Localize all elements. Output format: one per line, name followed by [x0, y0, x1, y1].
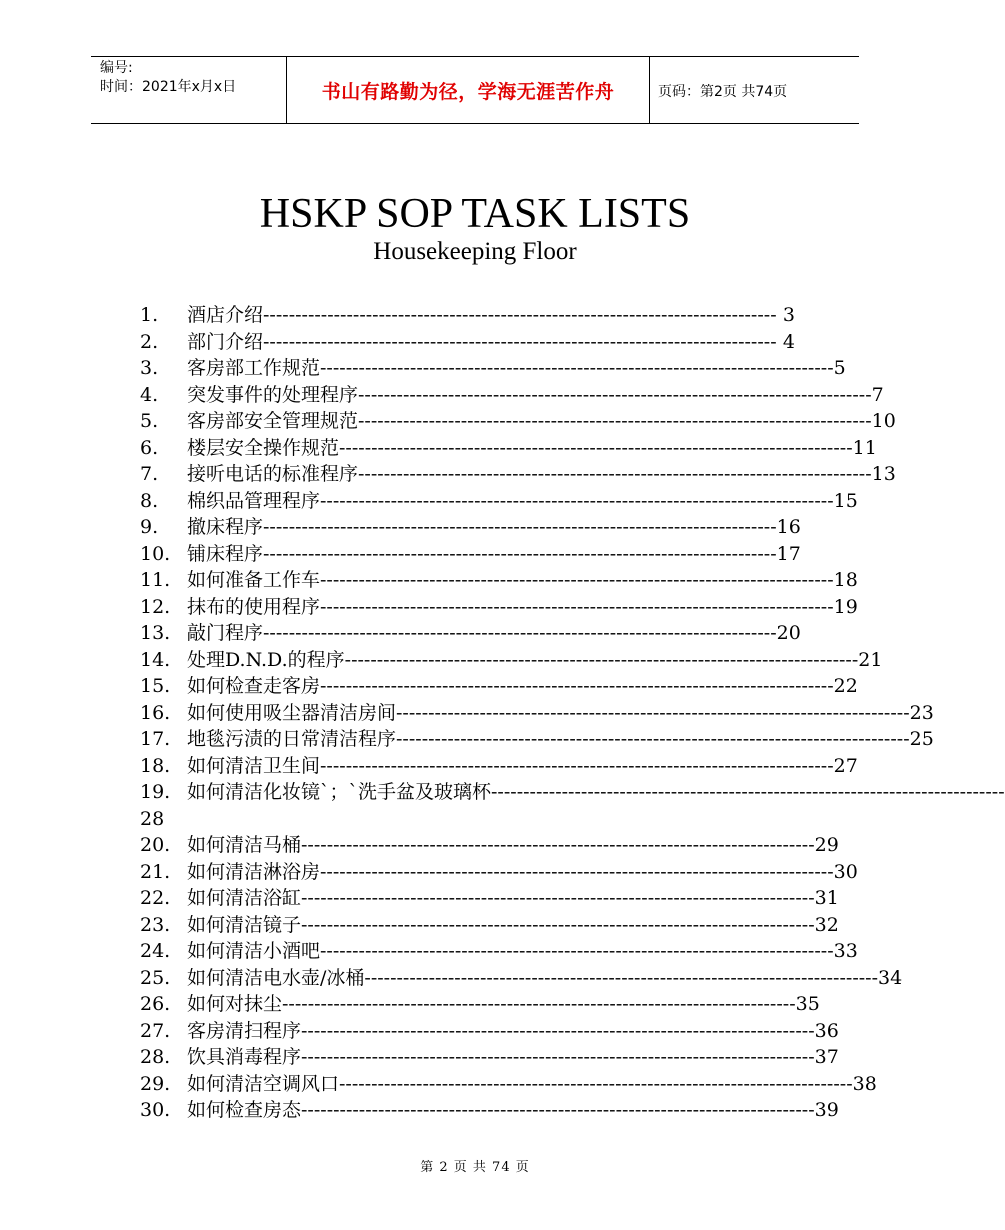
toc-item-title: 客房部安全管理规范	[187, 410, 359, 432]
toc-leader: --------------------------------------------------------------------------------	[339, 1072, 853, 1095]
page-footer: 第 2 页 共 74 页	[420, 1160, 530, 1175]
toc-item[interactable]	[140, 302, 795, 329]
toc-leader: --------------------------------------------------------------------------------	[263, 542, 777, 565]
toc-item-entry	[187, 567, 858, 594]
toc-item-entry	[187, 382, 884, 409]
toc-leader: --------------------------------------------------------------------------------	[320, 940, 834, 962]
toc-item-title: 客房清扫程序	[187, 1019, 302, 1042]
toc-item-page: 3	[782, 304, 795, 326]
toc-leader: --------------------------------------------------------------------------------	[358, 383, 872, 406]
toc-item-page: 28	[140, 807, 165, 830]
toc-item-title: 抹布的使用程序	[187, 595, 321, 618]
toc-item[interactable]	[140, 779, 1005, 806]
toc-item-title: 接听电话的标准程序	[187, 463, 359, 485]
toc-item-page: 16	[776, 516, 801, 538]
toc-item-number: 16.	[140, 701, 171, 724]
toc-item-number: 7.	[140, 463, 159, 485]
toc-item[interactable]	[140, 329, 795, 356]
toc-item[interactable]	[140, 435, 877, 462]
toc-item[interactable]	[140, 991, 820, 1018]
toc-item-page: 34	[878, 966, 903, 989]
toc-leader: --------------------------------------------------------------------------------	[396, 701, 910, 724]
toc-item-entry	[187, 488, 858, 515]
toc-leader: --------------------------------------------------------------------------------	[320, 860, 834, 883]
toc-item-number: 18.	[140, 754, 171, 777]
toc-item-entry	[187, 965, 903, 992]
toc-item-number: 3.	[140, 357, 159, 379]
toc-leader: --------------------------------------------------------------------------------	[320, 595, 834, 618]
toc-item-entry	[187, 1071, 877, 1098]
toc-item-title: 如何清洁淋浴房	[187, 860, 321, 883]
toc-item-entry	[187, 859, 858, 886]
toc-item-page: 5	[833, 357, 846, 379]
toc-item-title: 如何清洁马桶	[187, 834, 302, 856]
toc-item-entry	[187, 1044, 839, 1071]
toc-item-title: 如何检查走客房	[187, 675, 321, 697]
toc-item-entry	[187, 461, 896, 488]
toc-leader: --------------------------------------------------------------------------------	[358, 410, 872, 432]
toc-leader: --------------------------------------------------------------------------------	[263, 622, 777, 644]
toc-leader: --------------------------------------------------------------------------------	[301, 913, 815, 936]
toc-item[interactable]	[140, 726, 934, 753]
toc-item-page: 33	[833, 940, 858, 962]
toc-item-number: 8.	[140, 489, 159, 512]
toc-item[interactable]	[140, 673, 858, 700]
toc-item-title: 酒店介绍	[187, 304, 264, 326]
toc-item-entry	[187, 938, 858, 965]
document-title: HSKP SOP TASK LISTS	[259, 191, 691, 237]
toc-item[interactable]	[140, 1018, 839, 1045]
toc-item-number: 28.	[140, 1046, 171, 1068]
toc-item[interactable]	[140, 938, 858, 965]
toc-item-entry	[187, 912, 839, 939]
toc-item[interactable]	[140, 1071, 877, 1098]
toc-item-entry	[187, 302, 795, 329]
toc-item-page: 19	[833, 595, 858, 618]
toc-item-number: 1.	[140, 304, 159, 326]
toc-item-title: 如何清洁空调风口	[187, 1072, 340, 1095]
toc-item[interactable]	[140, 859, 858, 886]
toc-item-page: 21	[858, 648, 883, 671]
toc-item-title: 部门介绍	[187, 330, 264, 353]
toc-item[interactable]	[140, 355, 846, 382]
toc-item-entry	[187, 832, 839, 859]
toc-item-page: 15	[833, 489, 858, 512]
toc-item-title: 如何清洁卫生间	[187, 754, 321, 777]
toc-item[interactable]	[140, 700, 934, 727]
toc-item-number: 27.	[140, 1019, 171, 1042]
toc-leader: --------------------------------------------------------------------------------	[320, 675, 834, 697]
toc-item-number: 4.	[140, 383, 159, 406]
toc-item-title: 撤床程序	[187, 516, 264, 538]
toc-item-title: 地毯污渍的日常清洁程序	[187, 728, 397, 750]
table-of-contents	[140, 302, 1005, 1124]
toc-item-number: 23.	[140, 913, 171, 936]
toc-item-number: 20.	[140, 834, 171, 856]
toc-leader: --------------------------------------------------------------------------------	[263, 330, 777, 353]
toc-item-entry	[187, 1018, 839, 1045]
toc-leader: --------------------------------------------------------------------------------	[491, 781, 1005, 803]
toc-item-page: 23	[909, 701, 934, 724]
toc-item-page: 17	[776, 542, 801, 565]
toc-item-number: 21.	[140, 860, 171, 883]
toc-item-entry	[187, 408, 896, 435]
toc-item-number: 15.	[140, 675, 171, 697]
header-divider	[649, 57, 650, 123]
toc-item[interactable]	[140, 382, 884, 409]
toc-item-entry	[187, 329, 795, 356]
toc-item-title: 如何对抹尘	[187, 993, 283, 1015]
toc-item-entry	[187, 620, 801, 647]
toc-item-number: 13.	[140, 622, 171, 644]
toc-item-entry	[187, 541, 801, 568]
toc-item-number: 14.	[140, 648, 171, 671]
toc-item[interactable]	[140, 461, 896, 488]
toc-item-number: 2.	[140, 330, 159, 353]
toc-item-number: 5.	[140, 410, 159, 432]
toc-item-number: 29.	[140, 1072, 171, 1095]
toc-item-title: 如何清洁化妆镜`；`洗手盆及玻璃杯	[187, 781, 492, 803]
toc-leader: --------------------------------------------------------------------------------	[301, 887, 815, 909]
toc-item-page-wrapped	[140, 806, 795, 833]
toc-item[interactable]	[140, 488, 858, 515]
toc-leader: --------------------------------------------------------------------------------	[301, 1099, 815, 1121]
toc-item-entry	[187, 991, 820, 1018]
toc-item-page: 18	[833, 569, 858, 591]
toc-item[interactable]	[140, 647, 883, 674]
toc-leader: --------------------------------------------------------------------------------	[320, 754, 834, 777]
toc-leader: --------------------------------------------------------------------------------	[320, 489, 834, 512]
toc-item-page: 4	[782, 330, 795, 353]
toc-leader: --------------------------------------------------------------------------------	[344, 648, 859, 671]
header-meta	[100, 59, 236, 97]
number-label: 编号:	[100, 60, 133, 76]
toc-item-page: 31	[814, 887, 839, 909]
toc-item[interactable]	[140, 541, 801, 568]
toc-item-entry	[187, 647, 883, 674]
header-motto: 书山有路勤为径，学海无涯苦作舟	[321, 81, 615, 103]
toc-item-page: 11	[852, 436, 877, 459]
toc-item-number: 11.	[140, 569, 171, 591]
toc-item-title: 客房部工作规范	[187, 357, 321, 379]
toc-item-entry	[187, 355, 846, 382]
toc-item-title: 铺床程序	[187, 542, 264, 565]
toc-item-page: 7	[871, 383, 884, 406]
toc-item-title: 棉织品管理程序	[187, 489, 321, 512]
toc-item-number: 30.	[140, 1099, 171, 1121]
toc-item-number: 26.	[140, 993, 171, 1015]
toc-item-number: 25.	[140, 966, 171, 989]
toc-item-entry	[187, 779, 1005, 806]
toc-item-entry	[187, 673, 858, 700]
toc-leader: --------------------------------------------------------------------------------	[364, 966, 878, 989]
toc-item-page: 39	[814, 1099, 839, 1121]
toc-item-number: 19.	[140, 781, 171, 803]
toc-item-title: 如何清洁浴缸	[187, 887, 302, 909]
toc-item-page: 25	[909, 728, 934, 750]
toc-item-number: 17.	[140, 728, 171, 750]
toc-item-entry	[187, 726, 934, 753]
toc-leader: --------------------------------------------------------------------------------	[301, 1046, 815, 1068]
toc-item-title: 饮具消毒程序	[187, 1046, 302, 1068]
toc-item-number: 24.	[140, 940, 171, 962]
toc-item[interactable]	[140, 753, 858, 780]
toc-item-page: 37	[814, 1046, 839, 1068]
toc-item-title: 如何使用吸尘器清洁房间	[187, 701, 397, 724]
toc-leader: --------------------------------------------------------------------------------	[263, 304, 777, 326]
toc-item-entry	[187, 435, 877, 462]
toc-item[interactable]	[140, 567, 858, 594]
toc-item-page: 27	[833, 754, 858, 777]
toc-item[interactable]	[140, 594, 858, 621]
toc-item-page: 30	[833, 860, 858, 883]
toc-item-number: 9.	[140, 516, 159, 538]
toc-item[interactable]	[140, 1044, 839, 1071]
header-page-info: 页码：第2页 共74页	[658, 84, 788, 100]
toc-item-title: 如何清洁小酒吧	[187, 940, 321, 962]
toc-leader: --------------------------------------------------------------------------------	[358, 463, 872, 485]
toc-item-page: 32	[814, 913, 839, 936]
toc-item[interactable]	[140, 885, 839, 912]
toc-item-page: 22	[833, 675, 858, 697]
toc-item-entry	[187, 753, 858, 780]
toc-item-title: 处理D.N.D.的程序	[187, 648, 345, 671]
toc-leader: --------------------------------------------------------------------------------	[320, 569, 834, 591]
toc-item[interactable]	[140, 514, 801, 541]
toc-leader: --------------------------------------------------------------------------------	[263, 516, 777, 538]
toc-item-title: 突发事件的处理程序	[187, 383, 359, 406]
toc-item-page: 13	[871, 463, 896, 485]
toc-item-number: 10.	[140, 542, 171, 565]
toc-item-title: 如何清洁镜子	[187, 913, 302, 936]
toc-item[interactable]	[140, 620, 801, 647]
toc-item-entry	[187, 700, 934, 727]
toc-item-page: 36	[814, 1019, 839, 1042]
toc-item[interactable]	[140, 1097, 839, 1124]
toc-leader: --------------------------------------------------------------------------------	[282, 993, 796, 1015]
toc-item-entry	[187, 514, 801, 541]
time-label: 时间：2021年x月x日	[100, 79, 237, 95]
toc-item-entry	[187, 885, 839, 912]
toc-item[interactable]	[140, 965, 903, 992]
toc-leader: --------------------------------------------------------------------------------	[301, 834, 815, 856]
toc-leader: --------------------------------------------------------------------------------	[339, 436, 853, 459]
toc-item-entry	[187, 594, 858, 621]
toc-item-title: 楼层安全操作规范	[187, 436, 340, 459]
toc-item-number: 22.	[140, 887, 171, 909]
toc-item[interactable]	[140, 408, 896, 435]
toc-item-entry	[187, 1097, 839, 1124]
toc-item-page: 20	[776, 622, 801, 644]
toc-leader: --------------------------------------------------------------------------------	[301, 1019, 815, 1042]
toc-item-title: 如何准备工作车	[187, 569, 321, 591]
toc-leader: --------------------------------------------------------------------------------	[320, 357, 834, 379]
toc-item-page: 29	[814, 834, 839, 856]
toc-item-number: 6.	[140, 436, 159, 459]
page-header	[91, 56, 859, 124]
toc-item-title: 敲门程序	[187, 622, 264, 644]
toc-item-page: 35	[795, 993, 820, 1015]
toc-item[interactable]	[140, 832, 839, 859]
toc-leader: --------------------------------------------------------------------------------	[396, 728, 910, 750]
toc-item-page: 10	[871, 410, 896, 432]
toc-item-title: 如何检查房态	[187, 1099, 302, 1121]
document-subtitle: Housekeeping Floor	[373, 238, 577, 265]
toc-item-number: 12.	[140, 595, 171, 618]
toc-item-page: 38	[852, 1072, 877, 1095]
toc-item[interactable]	[140, 912, 839, 939]
toc-item-title: 如何清洁电水壶/冰桶	[187, 966, 365, 989]
